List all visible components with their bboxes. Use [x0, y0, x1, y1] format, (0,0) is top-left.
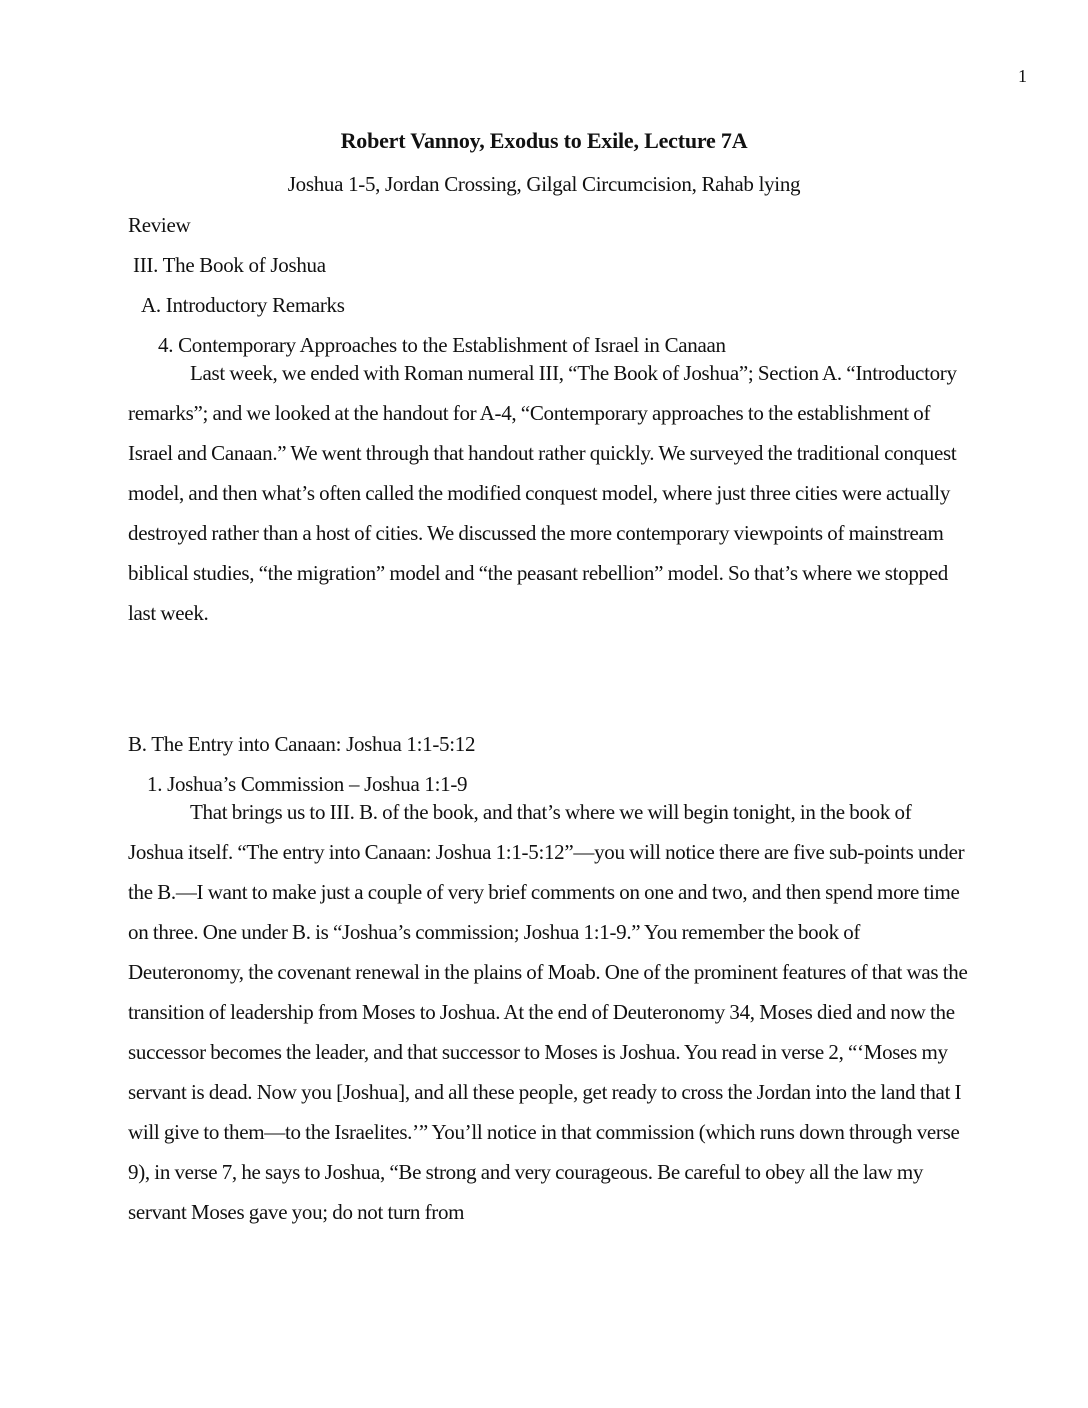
- outline-review: Review: [128, 213, 191, 237]
- outline-section-a: A. Introductory Remarks: [141, 293, 345, 317]
- document-subtitle: Joshua 1-5, Jordan Crossing, Gilgal Circumcision, Rahab lying: [287, 172, 801, 196]
- outline-section-b1: 1. Joshua’s Commission – Joshua 1:1-9: [147, 772, 468, 796]
- document-title: Robert Vannoy, Exodus to Exile, Lecture 7A: [340, 128, 748, 153]
- outline-section-a4: 4. Contemporary Approaches to the Establishment of Israel in Canaan: [158, 333, 726, 357]
- page-number: 1: [1018, 66, 1027, 86]
- paragraph-review: Last week, we ended with Roman numeral III, “The Book of Joshua”; Section A. “Introductory remarks”; and we looked at the handout for A-4, “Contemporary approaches to the establishment of Israel and Canaan.” We went through that handout rather quickly. We surveyed the traditional conquest model, and then what’s often called the modified conquest model, where just three cities were actually destroyed rather than a host of cities. We discussed the more contemporary viewpoints of mainstream biblical studies, “the migration” model and “the peasant rebellion” model. So that’s where we stopped last week.: [128, 361, 957, 625]
- paragraph-commission: That brings us to III. B. of the book, and that’s where we will begin tonight, in the book of Joshua itself. “The entry into Canaan: Joshua 1:1-5:12”—you will notice there are five sub-points under the B.—I want to make just a couple of very brief comments on one and two, and then spend more time on three. One under B. is “Joshua’s commission; Joshua 1:1-9.” You remember the book of Deuteronomy, the covenant renewal in the plains of Moab. One of the prominent features of that was the transition of leadership from Moses to Joshua. At the end of Deuteronomy 34, Moses died and now the successor becomes the leader, and that successor to Moses is Joshua. You read in verse 2, “‘Moses my servant is dead. Now you [Joshua], and all these people, get ready to cross the Jordan into the land that I will give to them—to the Israelites.’” You’ll notice in that commission (which runs down through verse 9), in verse 7, he says to Joshua, “Be strong and very courageous. Be careful to obey all the law my servant Moses gave you; do not turn from: [128, 800, 968, 1224]
- outline-section-b: B. The Entry into Canaan: Joshua 1:1-5:12: [128, 732, 476, 756]
- outline-section-iii: III. The Book of Joshua: [133, 253, 326, 277]
